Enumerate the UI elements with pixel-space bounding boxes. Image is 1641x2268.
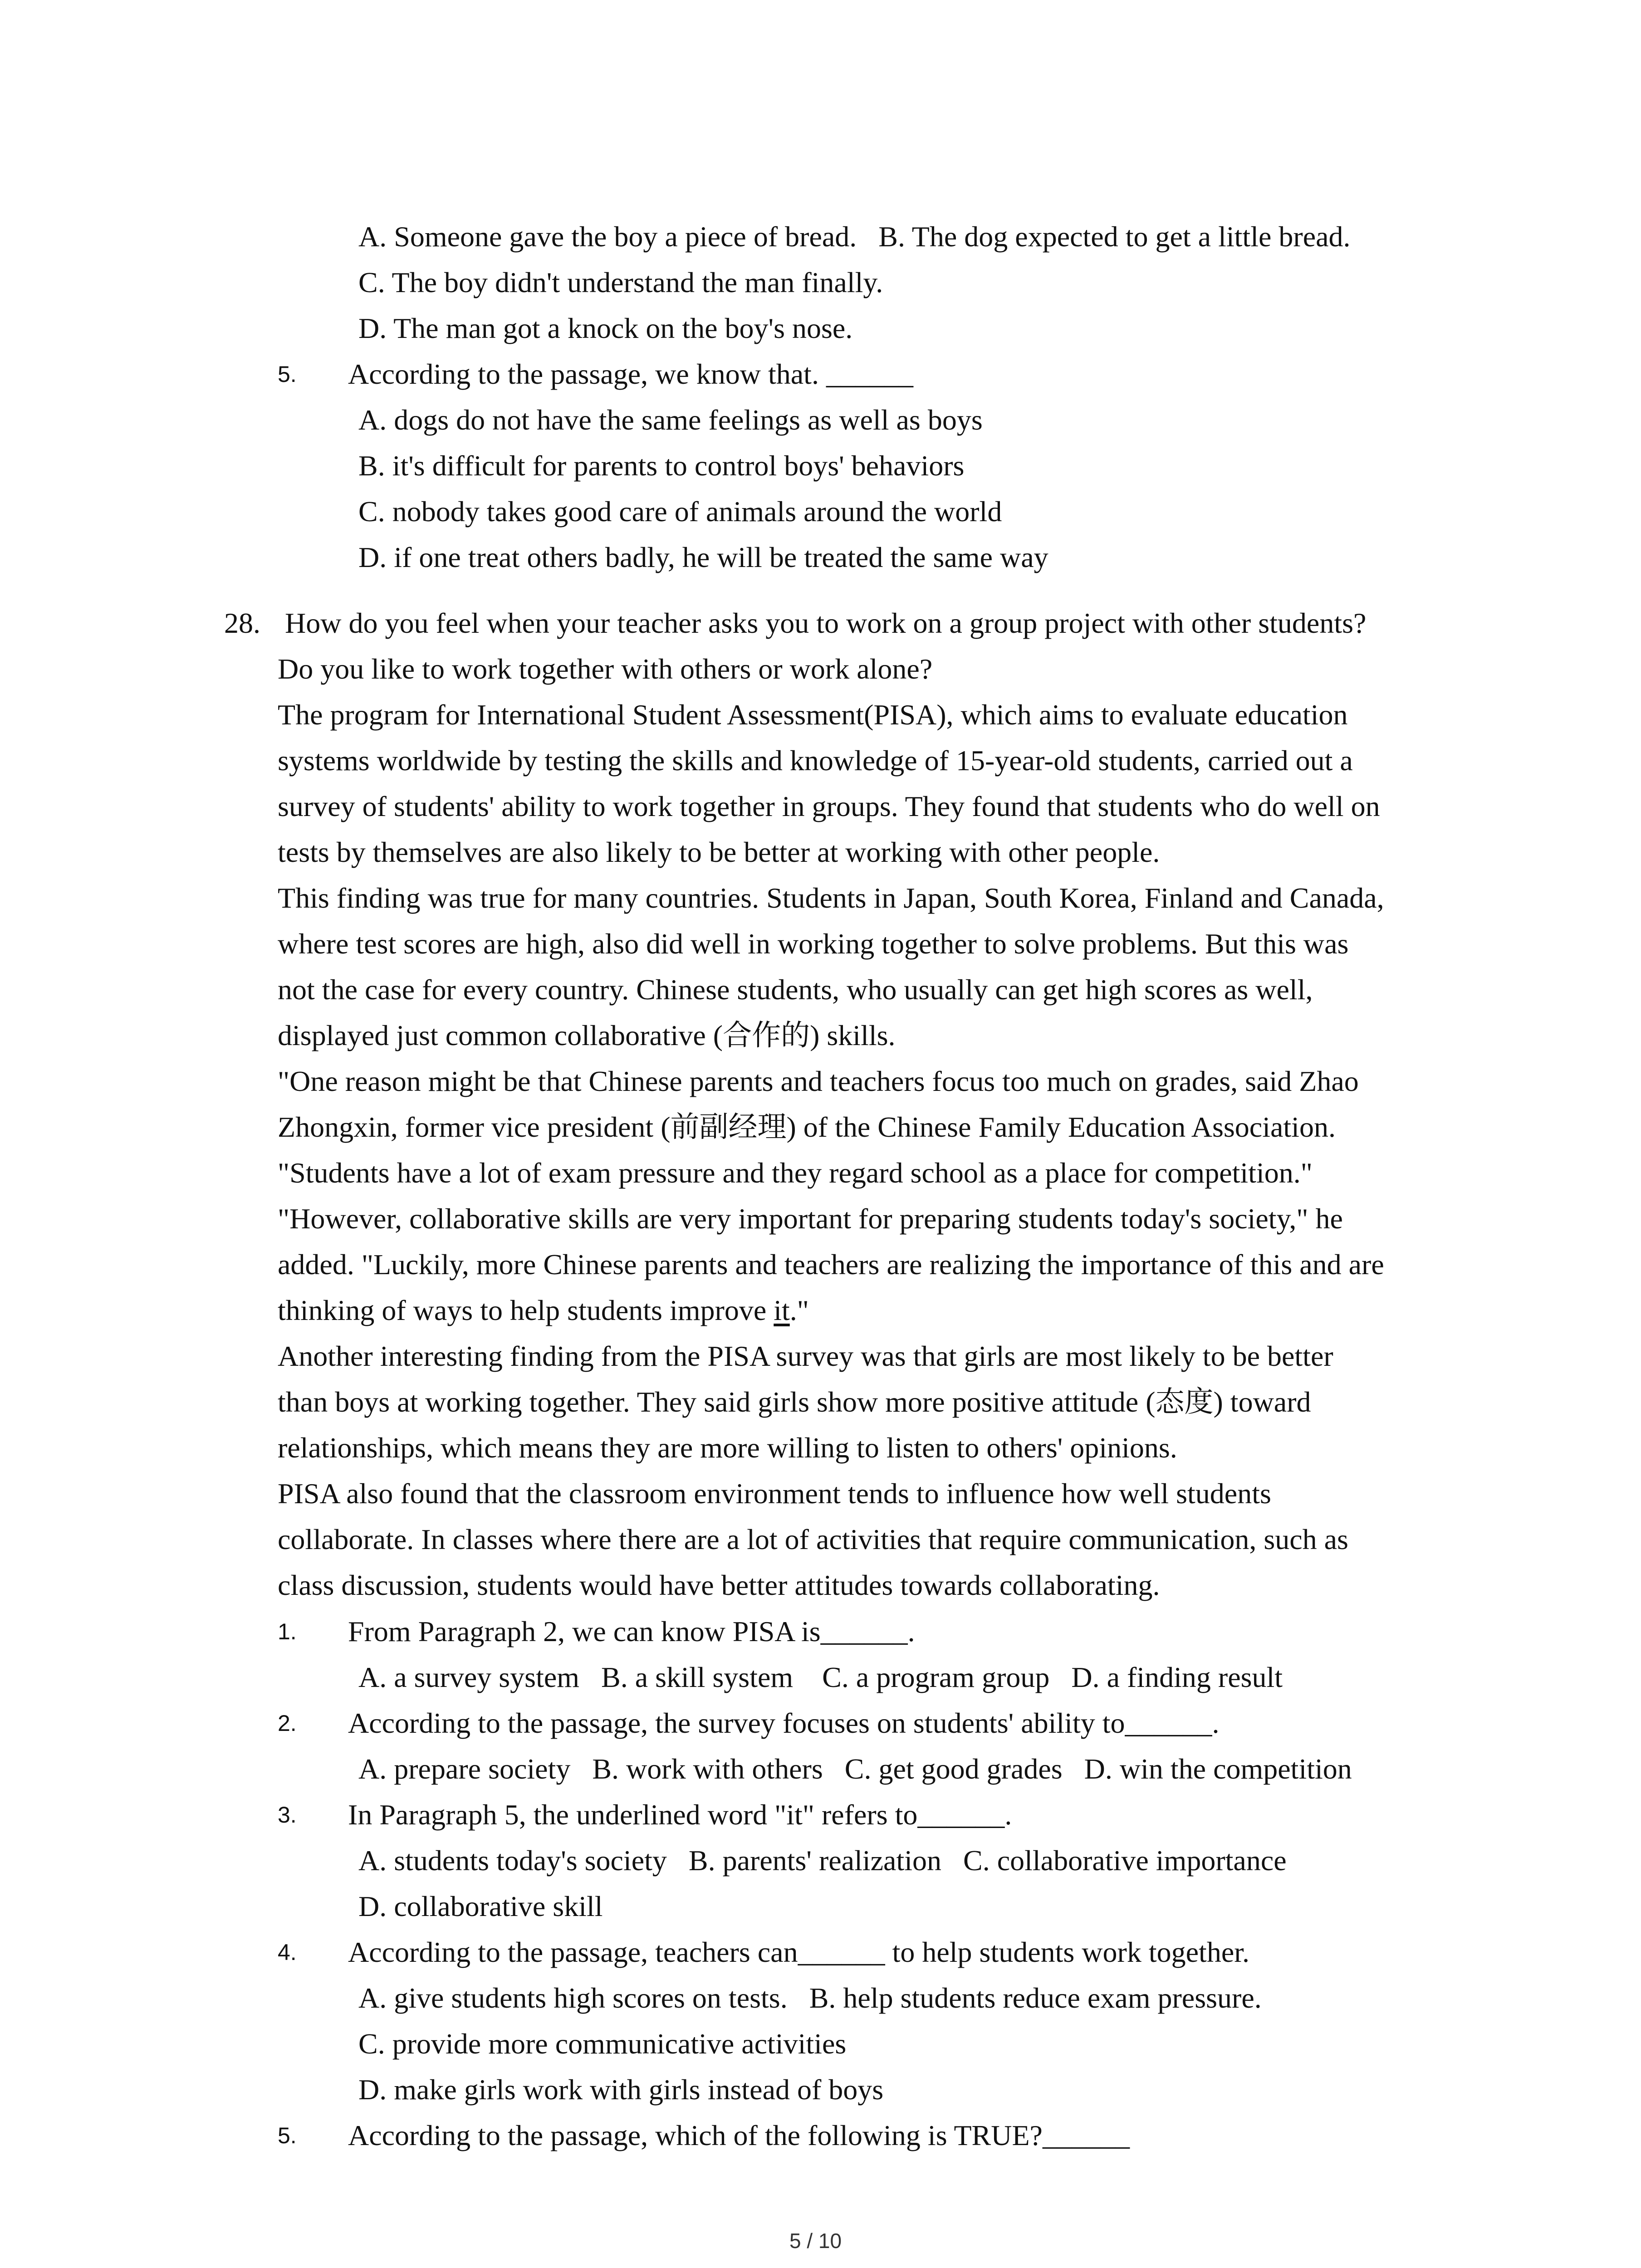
passage-line: survey of students' ability to work together in groups. They found that students who do well on [278,790,1380,822]
passage-line: PISA also found that the classroom environment tends to influence how well students [278,1477,1271,1510]
passage-line: than boys at working together. They said girls show more positive attitude (态度) toward [278,1386,1311,1418]
passage-line: not the case for every country. Chinese students, who usually can get high scores as well, [278,973,1313,1006]
q3-number: 3. [278,1802,297,1828]
prev-q5-number: 5. [278,362,297,387]
page-indicator: 5 / 10 [789,2229,842,2253]
passage-text: thinking of ways to help students improve [278,1294,774,1326]
passage-line: class discussion, students would have better attitudes towards collaborating. [278,1569,1160,1601]
passage-line-with-underline [278,1296,809,1325]
prev-q5-option-b: B. it's difficult for parents to control boys' behaviors [358,450,965,482]
passage-line: systems worldwide by testing the skills and knowledge of 15-year-old students, carried out a [278,744,1353,777]
prev-q5-option-c: C. nobody takes good care of animals around the world [358,495,1002,528]
q4-options-line3: D. make girls work with girls instead of boys [358,2073,884,2106]
passage-line: This finding was true for many countries. Students in Japan, South Korea, Finland and Canada, [278,882,1384,914]
prev-q5-stem: According to the passage, we know that. ______ [348,358,913,390]
q3-options-line2: D. collaborative skill [358,1890,603,1922]
underlined-word-it: it [774,1294,790,1326]
passage-line: "Students have a lot of exam pressure and they regard school as a place for competition." [278,1157,1313,1189]
q1-options: A. a survey system B. a skill system C. a program group D. a finding result [358,1661,1283,1693]
q4-options-line2: C. provide more communicative activities [358,2028,847,2060]
q1-stem: From Paragraph 2, we can know PISA is______. [348,1615,915,1647]
passage-line: Zhongxin, former vice president (前副经理) of the Chinese Family Education Association. [278,1111,1336,1143]
prev-q4-options-line3: D. The man got a knock on the boy's nose. [358,312,853,344]
passage-line: where test scores are high, also did well in working together to solve problems. But this was [278,928,1349,960]
passage-line: "One reason might be that Chinese parents and teachers focus too much on grades, said Zhao [278,1065,1359,1097]
q2-stem: According to the passage, the survey focuses on students' ability to______. [348,1707,1220,1739]
prev-q5-option-d: D. if one treat others badly, he will be treated the same way [358,541,1048,573]
passage-line: tests by themselves are also likely to be better at working with other people. [278,836,1160,868]
passage-text: ." [789,1294,809,1326]
q4-stem: According to the passage, teachers can______ to help students work together. [348,1936,1249,1968]
passage-line: added. "Luckily, more Chinese parents and teachers are realizing the importance of this and are [278,1248,1384,1281]
q1-number: 1. [278,1619,297,1644]
passage-line: displayed just common collaborative (合作的) skills. [278,1019,896,1051]
q3-options-line1: A. students today's society B. parents' realization C. collaborative importance [358,1844,1287,1877]
q5-number: 5. [278,2123,297,2148]
passage-line: How do you feel when your teacher asks you to work on a group project with other students? [285,607,1367,639]
prev-q4-options-line2: C. The boy didn't understand the man finally. [358,266,883,298]
passage-line: Do you like to work together with others or work alone? [278,653,933,685]
question-28-number: 28. [224,607,260,639]
q2-options: A. prepare society B. work with others C. get good grades D. win the competition [358,1753,1352,1785]
prev-q4-options-line1: A. Someone gave the boy a piece of bread. B. The dog expected to get a little bread. [358,220,1351,253]
q4-options-line1: A. give students high scores on tests. B. help students reduce exam pressure. [358,1982,1262,2014]
q4-number: 4. [278,1940,297,1965]
prev-q5-option-a: A. dogs do not have the same feelings as well as boys [358,404,983,436]
passage-line: "However, collaborative skills are very important for preparing students today's society," he [278,1202,1343,1235]
q3-stem: In Paragraph 5, the underlined word "it" refers to______. [348,1799,1012,1831]
q5-stem: According to the passage, which of the following is TRUE?______ [348,2119,1130,2151]
passage-line: The program for International Student Assessment(PISA), which aims to evaluate education [278,699,1348,731]
passage-line: relationships, which means they are more willing to listen to others' opinions. [278,1432,1177,1464]
passage-line: Another interesting finding from the PISA survey was that girls are most likely to be better [278,1340,1333,1372]
q2-number: 2. [278,1711,297,1736]
passage-line: collaborate. In classes where there are a lot of activities that require communication, such as [278,1523,1348,1555]
